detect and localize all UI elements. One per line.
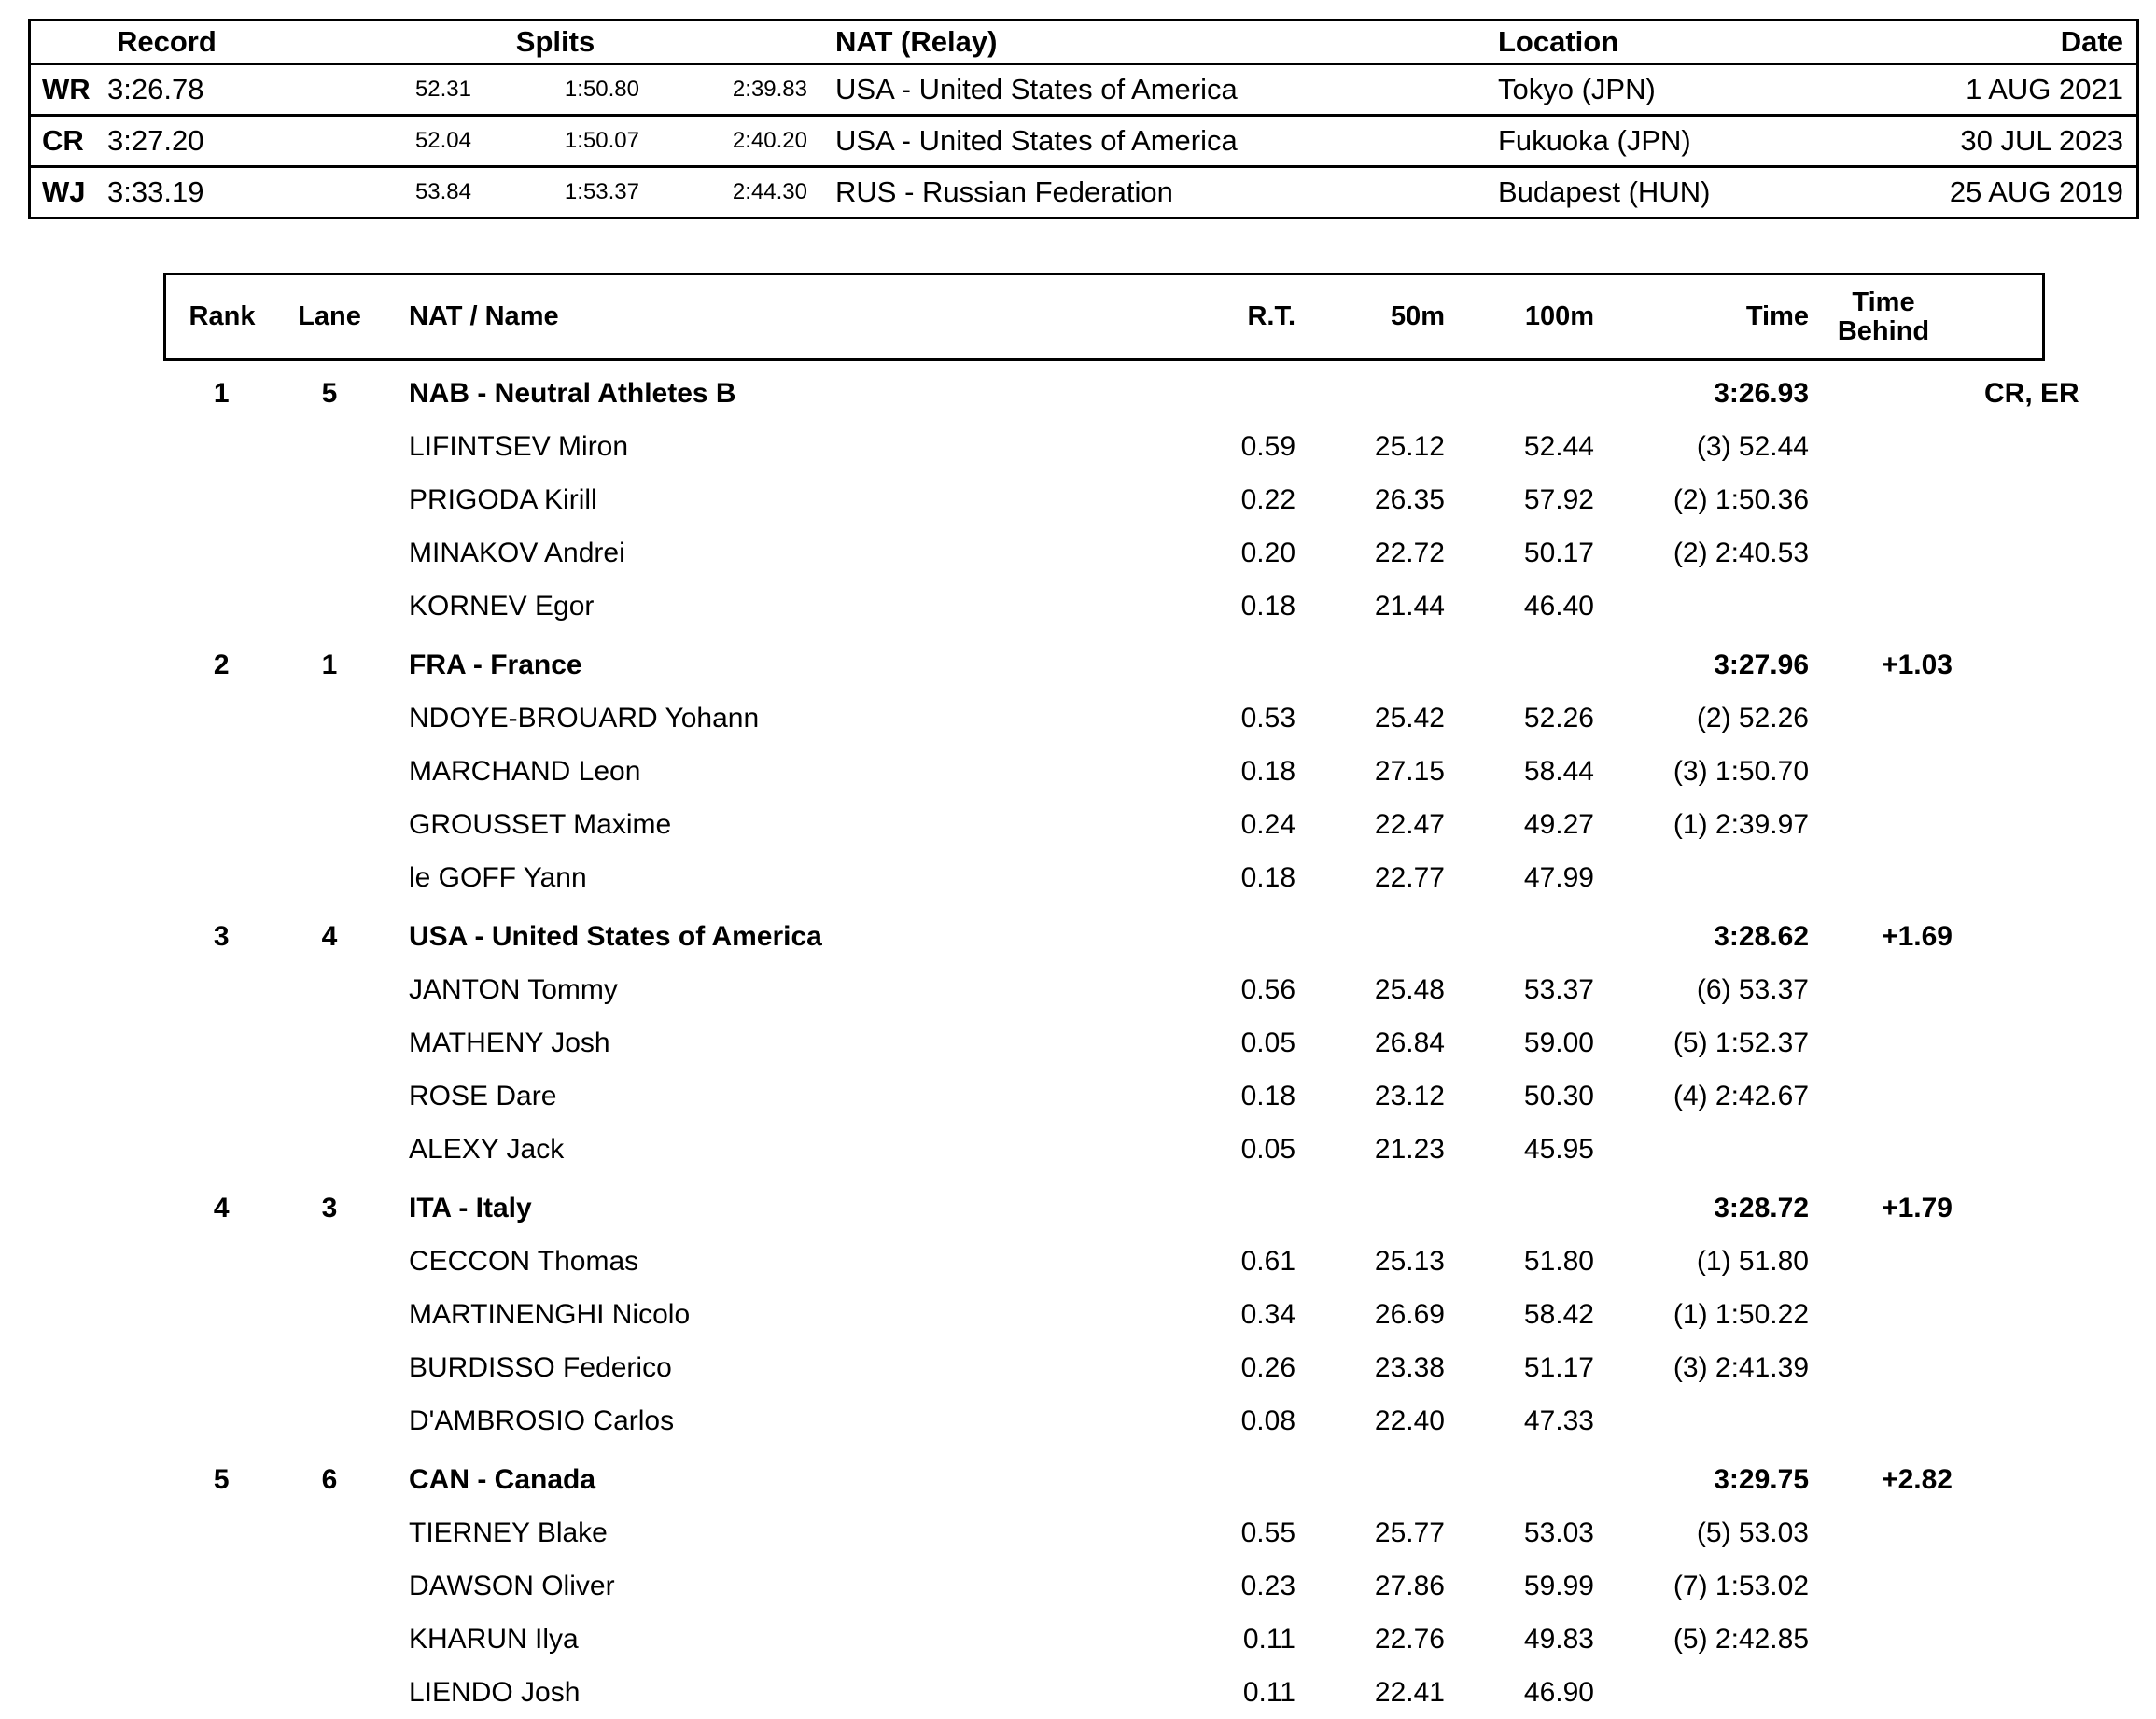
- swimmer-time-behind: [1809, 1288, 1958, 1341]
- team-time: 3:28.72: [1714, 1192, 1809, 1223]
- record-date: 1 AUG 2021: [1909, 64, 2136, 116]
- swimmer-50m: 25.48: [1374, 973, 1445, 1005]
- team-rank: 4: [213, 1192, 230, 1223]
- swimmer-notes: [1958, 1613, 2044, 1666]
- results-header-name: NAT / Name: [381, 274, 1146, 360]
- team-row[interactable]: [165, 633, 2044, 692]
- swimmer-time-behind: [1809, 851, 1958, 904]
- swimmer-row: [165, 420, 2044, 473]
- team-50m: [1295, 633, 1445, 692]
- results-table: [163, 273, 2079, 1719]
- swimmer-row: [165, 473, 2044, 526]
- team-time-behind: +2.82: [1882, 1463, 1953, 1495]
- swimmer-time-behind: [1809, 526, 1958, 580]
- swimmer-cumulative-split: (1) 2:39.97: [1673, 808, 1809, 840]
- swimmer-reaction-time: 0.18: [1240, 861, 1295, 893]
- swimmer-reaction-time: 0.20: [1240, 537, 1295, 568]
- swimmer-reaction-time: 0.11: [1242, 1623, 1295, 1655]
- swimmer-row: [165, 851, 2044, 904]
- swimmer-notes: [1958, 1559, 2044, 1613]
- swimmer-lane: [278, 1288, 381, 1341]
- swimmer-100m: 50.30: [1523, 1080, 1594, 1111]
- swimmer-row: [165, 526, 2044, 580]
- swimmer-reaction-time: 0.61: [1240, 1245, 1295, 1277]
- results-header-lane: Lane: [278, 274, 381, 360]
- swimmer-reaction-time: 0.08: [1240, 1405, 1295, 1436]
- swimmer-notes: [1958, 963, 2044, 1016]
- swimmer-50m: 25.42: [1374, 702, 1445, 734]
- swimmer-notes: [1958, 1288, 2044, 1341]
- swimmer-rank: [165, 798, 279, 851]
- records-header-location: Location: [1498, 25, 1619, 58]
- swimmer-name: LIFINTSEV Miron: [409, 430, 629, 462]
- team-time: 3:29.75: [1714, 1463, 1809, 1495]
- swimmer-rank: [165, 745, 279, 798]
- swimmer-rank: [165, 692, 279, 745]
- swimmer-lane: [278, 1613, 381, 1666]
- record-location: Tokyo (JPN): [1489, 64, 1909, 116]
- record-tag: WJ: [31, 167, 107, 217]
- swimmer-lane: [278, 526, 381, 580]
- team-rt: [1146, 360, 1295, 421]
- swimmer-50m: 22.40: [1374, 1405, 1445, 1436]
- team-lane: 3: [321, 1192, 338, 1223]
- swimmer-100m: 53.03: [1523, 1516, 1594, 1548]
- swimmer-time-behind: [1809, 1016, 1958, 1069]
- record-split-50: 52.31: [303, 64, 471, 116]
- record-split-50: 52.04: [303, 116, 471, 167]
- swimmer-100m: 58.42: [1523, 1298, 1594, 1330]
- team-rank: 1: [213, 377, 230, 409]
- record-time: 3:33.19: [107, 167, 303, 217]
- swimmer-name: KHARUN Ilya: [409, 1623, 579, 1655]
- swimmer-50m: 25.77: [1374, 1516, 1445, 1548]
- swimmer-notes: [1958, 1069, 2044, 1123]
- team-100m: [1445, 904, 1594, 963]
- swimmer-50m: 23.12: [1374, 1080, 1445, 1111]
- team-lane: 5: [321, 377, 338, 409]
- swimmer-cumulative-split: [1594, 580, 1809, 633]
- swimmer-reaction-time: 0.26: [1240, 1351, 1295, 1383]
- swimmer-50m: 26.69: [1374, 1298, 1445, 1330]
- swimmer-cumulative-split: (7) 1:53.02: [1673, 1570, 1809, 1601]
- swimmer-row: [165, 798, 2044, 851]
- swimmer-lane: [278, 1559, 381, 1613]
- swimmer-rank: [165, 526, 279, 580]
- swimmer-lane: [278, 1123, 381, 1176]
- record-location: Budapest (HUN): [1489, 167, 1909, 217]
- team-lane: 4: [321, 920, 338, 952]
- swimmer-rank: [165, 1235, 279, 1288]
- team-time-behind: +1.69: [1882, 920, 1953, 952]
- swimmer-time-behind: [1809, 580, 1958, 633]
- records-table: [28, 19, 2139, 219]
- swimmer-50m: 21.23: [1374, 1133, 1445, 1165]
- swimmer-lane: [278, 580, 381, 633]
- swimmer-cumulative-split: (2) 2:40.53: [1673, 537, 1809, 568]
- swimmer-row: [165, 1288, 2044, 1341]
- swimmer-lane: [278, 745, 381, 798]
- results-header-time-behind-line1: Time: [1852, 287, 1915, 318]
- swimmer-row: [165, 1666, 2044, 1719]
- team-row[interactable]: [165, 1447, 2044, 1506]
- swimmer-rank: [165, 1613, 279, 1666]
- swimmer-rank: [165, 1288, 279, 1341]
- swimmer-lane: [278, 851, 381, 904]
- swimmer-name: ROSE Dare: [409, 1080, 557, 1111]
- swimmer-row: [165, 1394, 2044, 1447]
- swimmer-reaction-time: 0.05: [1240, 1133, 1295, 1165]
- record-time: 3:27.20: [107, 116, 303, 167]
- swimmer-100m: 52.44: [1523, 430, 1594, 462]
- team-row[interactable]: [165, 904, 2044, 963]
- record-split-100: 1:53.37: [471, 167, 639, 217]
- swimmer-time-behind: [1809, 1506, 1958, 1559]
- swimmer-name: LIENDO Josh: [409, 1676, 581, 1708]
- swimmer-cumulative-split: (5) 53.03: [1696, 1516, 1809, 1548]
- team-rank: 2: [213, 649, 230, 680]
- swimmer-50m: 23.38: [1374, 1351, 1445, 1383]
- swimmer-name: CECCON Thomas: [409, 1245, 639, 1277]
- swimmer-notes: [1958, 798, 2044, 851]
- swimmer-notes: [1958, 420, 2044, 473]
- swimmer-notes: [1958, 1506, 2044, 1559]
- record-split-150: 2:39.83: [639, 64, 807, 116]
- swimmer-lane: [278, 473, 381, 526]
- swimmer-time-behind: [1809, 798, 1958, 851]
- swimmer-cumulative-split: (3) 2:41.39: [1673, 1351, 1809, 1383]
- record-tag: WR: [31, 64, 107, 116]
- team-name: NAB - Neutral Athletes B: [409, 377, 736, 409]
- results-header-notes: [1958, 274, 2044, 360]
- swimmer-reaction-time: 0.56: [1240, 973, 1295, 1005]
- team-rank: 5: [213, 1463, 230, 1495]
- swimmer-lane: [278, 1069, 381, 1123]
- swimmer-time-behind: [1809, 1613, 1958, 1666]
- swimmer-50m: 22.41: [1374, 1676, 1445, 1708]
- swimmer-lane: [278, 1016, 381, 1069]
- team-notes: [1958, 1176, 2044, 1235]
- swimmer-row: [165, 745, 2044, 798]
- record-split-150: 2:44.30: [639, 167, 807, 217]
- swimmer-name: D'AMBROSIO Carlos: [409, 1405, 675, 1436]
- swimmer-50m: 22.76: [1374, 1623, 1445, 1655]
- swimmer-cumulative-split: (3) 1:50.70: [1673, 755, 1809, 787]
- swimmer-name: PRIGODA Kirill: [409, 483, 597, 515]
- team-notes: [1958, 904, 2044, 963]
- team-time: 3:26.93: [1714, 377, 1809, 409]
- swimmer-rank: [165, 1394, 279, 1447]
- swimmer-50m: 27.15: [1374, 755, 1445, 787]
- team-50m: [1295, 360, 1445, 421]
- swimmer-100m: 57.92: [1523, 483, 1594, 515]
- record-nation: RUS - Russian Federation: [807, 167, 1489, 217]
- swimmer-rank: [165, 1069, 279, 1123]
- records-header-nat: NAT (Relay): [835, 25, 998, 58]
- swimmer-lane: [278, 692, 381, 745]
- swimmer-time-behind: [1809, 1394, 1958, 1447]
- swimmer-row: [165, 580, 2044, 633]
- swimmer-time-behind: [1809, 963, 1958, 1016]
- swimmer-lane: [278, 1506, 381, 1559]
- swimmer-rank: [165, 473, 279, 526]
- swimmer-time-behind: [1809, 420, 1958, 473]
- team-row[interactable]: [165, 360, 2044, 421]
- team-100m: [1445, 360, 1594, 421]
- swimmer-100m: 51.80: [1523, 1245, 1594, 1277]
- team-rt: [1146, 1447, 1295, 1506]
- swimmer-reaction-time: 0.53: [1240, 702, 1295, 734]
- swimmer-reaction-time: 0.22: [1240, 483, 1295, 515]
- swimmer-50m: 22.77: [1374, 861, 1445, 893]
- swimmer-rank: [165, 1016, 279, 1069]
- results-header-row: [165, 274, 2044, 360]
- swimmer-rank: [165, 1506, 279, 1559]
- team-time: 3:28.62: [1714, 920, 1809, 952]
- swimmer-name: MARTINENGHI Nicolo: [409, 1298, 691, 1330]
- swimmer-cumulative-split: (1) 51.80: [1696, 1245, 1809, 1277]
- swimmer-reaction-time: 0.59: [1240, 430, 1295, 462]
- swimmer-50m: 22.72: [1374, 537, 1445, 568]
- swimmer-cumulative-split: (3) 52.44: [1696, 430, 1809, 462]
- team-50m: [1295, 1447, 1445, 1506]
- swimmer-cumulative-split: (5) 2:42.85: [1673, 1623, 1809, 1655]
- swimmer-row: [165, 1506, 2044, 1559]
- swimmer-100m: 59.00: [1523, 1027, 1594, 1058]
- swimmer-name: MARCHAND Leon: [409, 755, 641, 787]
- swimmer-name: DAWSON Oliver: [409, 1570, 615, 1601]
- swimmer-reaction-time: 0.18: [1240, 1080, 1295, 1111]
- swimmer-rank: [165, 1666, 279, 1719]
- swimmer-name: GROUSSET Maxime: [409, 808, 672, 840]
- swimmer-row: [165, 1613, 2044, 1666]
- swimmer-notes: [1958, 1235, 2044, 1288]
- results-header-time-behind-line2: Behind: [1837, 315, 1930, 346]
- results-header-rank: Rank: [165, 274, 279, 360]
- record-split-100: 1:50.80: [471, 64, 639, 116]
- swimmer-50m: 25.12: [1374, 430, 1445, 462]
- record-split-100: 1:50.07: [471, 116, 639, 167]
- swimmer-cumulative-split: (2) 1:50.36: [1673, 483, 1809, 515]
- team-50m: [1295, 1176, 1445, 1235]
- team-notes: [1958, 1447, 2044, 1506]
- swimmer-100m: 50.17: [1523, 537, 1594, 568]
- records-header-row: [31, 21, 2136, 64]
- swimmer-lane: [278, 1235, 381, 1288]
- swimmer-cumulative-split: [1594, 1123, 1809, 1176]
- swimmer-cumulative-split: [1594, 1394, 1809, 1447]
- swimmer-reaction-time: 0.23: [1240, 1570, 1295, 1601]
- swimmer-name: NDOYE-BROUARD Yohann: [409, 702, 760, 734]
- swimmer-row: [165, 963, 2044, 1016]
- swimmer-notes: [1958, 692, 2044, 745]
- swimmer-100m: 46.90: [1523, 1676, 1594, 1708]
- swimmer-100m: 45.95: [1523, 1133, 1594, 1165]
- swimmer-100m: 58.44: [1523, 755, 1594, 787]
- swimmer-cumulative-split: (5) 1:52.37: [1673, 1027, 1809, 1058]
- team-name: CAN - Canada: [409, 1463, 596, 1495]
- team-name: FRA - France: [409, 649, 582, 680]
- swimmer-name: MATHENY Josh: [409, 1027, 610, 1058]
- swimmer-rank: [165, 1123, 279, 1176]
- records-header-tag: [31, 21, 107, 64]
- swimmer-100m: 51.17: [1523, 1351, 1594, 1383]
- team-notes: CR, ER: [1984, 377, 2079, 409]
- team-rt: [1146, 633, 1295, 692]
- swimmer-lane: [278, 1394, 381, 1447]
- swimmer-time-behind: [1809, 1123, 1958, 1176]
- results-header-50m: 50m: [1295, 274, 1445, 360]
- swimmer-rank: [165, 1559, 279, 1613]
- swimmer-cumulative-split: (6) 53.37: [1696, 973, 1809, 1005]
- records-row: [31, 116, 2136, 167]
- swimmer-50m: 26.35: [1374, 483, 1445, 515]
- swimmer-lane: [278, 420, 381, 473]
- swimmer-row: [165, 1016, 2044, 1069]
- swimmer-row: [165, 1559, 2044, 1613]
- swimmer-notes: [1958, 1123, 2044, 1176]
- swimmer-100m: 46.40: [1523, 590, 1594, 622]
- swimmer-row: [165, 692, 2044, 745]
- swimmer-100m: 59.99: [1523, 1570, 1594, 1601]
- swimmer-row: [165, 1069, 2044, 1123]
- team-50m: [1295, 904, 1445, 963]
- swimmer-100m: 52.26: [1523, 702, 1594, 734]
- swimmer-notes: [1958, 1666, 2044, 1719]
- team-time: 3:27.96: [1714, 649, 1809, 680]
- swimmer-name: KORNEV Egor: [409, 590, 595, 622]
- record-nation: USA - United States of America: [807, 64, 1489, 116]
- team-row[interactable]: [165, 1176, 2044, 1235]
- record-nation: USA - United States of America: [807, 116, 1489, 167]
- swimmer-lane: [278, 1666, 381, 1719]
- swimmer-notes: [1958, 526, 2044, 580]
- team-rank: 3: [213, 920, 230, 952]
- records-header-record: Record: [117, 25, 217, 58]
- team-name: ITA - Italy: [409, 1192, 532, 1223]
- team-100m: [1445, 633, 1594, 692]
- swimmer-50m: 21.44: [1374, 590, 1445, 622]
- swimmer-cumulative-split: (1) 1:50.22: [1673, 1298, 1809, 1330]
- team-lane: 6: [321, 1463, 338, 1495]
- team-100m: [1445, 1176, 1594, 1235]
- record-tag: CR: [31, 116, 107, 167]
- records-row: [31, 167, 2136, 217]
- team-rt: [1146, 1176, 1295, 1235]
- records-header-splits: Splits: [515, 25, 595, 58]
- swimmer-100m: 49.83: [1523, 1623, 1594, 1655]
- team-notes: [1958, 633, 2044, 692]
- swimmer-time-behind: [1809, 1666, 1958, 1719]
- swimmer-cumulative-split: (2) 52.26: [1696, 702, 1809, 734]
- swimmer-notes: [1958, 580, 2044, 633]
- swimmer-reaction-time: 0.18: [1240, 590, 1295, 622]
- swimmer-notes: [1958, 473, 2044, 526]
- record-split-150: 2:40.20: [639, 116, 807, 167]
- swimmer-notes: [1958, 1394, 2044, 1447]
- swimmer-lane: [278, 963, 381, 1016]
- team-rt: [1146, 904, 1295, 963]
- swimmer-100m: 47.99: [1523, 861, 1594, 893]
- record-date: 25 AUG 2019: [1909, 167, 2136, 217]
- results-header-reaction-time: R.T.: [1146, 274, 1295, 360]
- swimmer-cumulative-split: (4) 2:42.67: [1673, 1080, 1809, 1111]
- swimmer-50m: 26.84: [1374, 1027, 1445, 1058]
- swimmer-time-behind: [1809, 745, 1958, 798]
- records-header-date: Date: [2060, 25, 2123, 58]
- swimmer-name: BURDISSO Federico: [409, 1351, 672, 1383]
- swimmer-row: [165, 1123, 2044, 1176]
- swimmer-time-behind: [1809, 1069, 1958, 1123]
- swimmer-time-behind: [1809, 473, 1958, 526]
- swimmer-row: [165, 1235, 2044, 1288]
- swimmer-50m: 27.86: [1374, 1570, 1445, 1601]
- swimmer-time-behind: [1809, 1559, 1958, 1613]
- record-time: 3:26.78: [107, 64, 303, 116]
- swimmer-reaction-time: 0.24: [1240, 808, 1295, 840]
- swimmer-50m: 25.13: [1374, 1245, 1445, 1277]
- swimmer-reaction-time: 0.11: [1242, 1676, 1295, 1708]
- team-100m: [1445, 1447, 1594, 1506]
- swimmer-100m: 47.33: [1523, 1405, 1594, 1436]
- team-time-behind: +1.03: [1882, 649, 1953, 680]
- swimmer-name: le GOFF Yann: [409, 861, 587, 893]
- team-lane: 1: [321, 649, 338, 680]
- swimmer-name: JANTON Tommy: [409, 973, 618, 1005]
- swimmer-rank: [165, 420, 279, 473]
- record-location: Fukuoka (JPN): [1489, 116, 1909, 167]
- swimmer-reaction-time: 0.55: [1240, 1516, 1295, 1548]
- swimmer-100m: 49.27: [1523, 808, 1594, 840]
- swimmer-notes: [1958, 851, 2044, 904]
- swimmer-time-behind: [1809, 692, 1958, 745]
- swimmer-reaction-time: 0.05: [1240, 1027, 1295, 1058]
- record-split-50: 53.84: [303, 167, 471, 217]
- swimmer-name: MINAKOV Andrei: [409, 537, 625, 568]
- swimmer-cumulative-split: [1594, 851, 1809, 904]
- team-name: USA - United States of America: [409, 920, 822, 952]
- results-header-100m: 100m: [1445, 274, 1594, 360]
- swimmer-name: TIERNEY Blake: [409, 1516, 608, 1548]
- swimmer-notes: [1958, 745, 2044, 798]
- record-date: 30 JUL 2023: [1909, 116, 2136, 167]
- swimmer-100m: 53.37: [1523, 973, 1594, 1005]
- swimmer-lane: [278, 798, 381, 851]
- swimmer-reaction-time: 0.34: [1240, 1298, 1295, 1330]
- swimmer-reaction-time: 0.18: [1240, 755, 1295, 787]
- swimmer-rank: [165, 851, 279, 904]
- team-time-behind: +1.79: [1882, 1192, 1953, 1223]
- results-header-time: Time: [1594, 274, 1809, 360]
- swimmer-rank: [165, 963, 279, 1016]
- records-row: [31, 64, 2136, 116]
- swimmer-cumulative-split: [1594, 1666, 1809, 1719]
- swimmer-name: ALEXY Jack: [409, 1133, 565, 1165]
- swimmer-rank: [165, 580, 279, 633]
- swimmer-notes: [1958, 1016, 2044, 1069]
- swimmer-time-behind: [1809, 1235, 1958, 1288]
- team-time-behind: [1809, 360, 1958, 421]
- results-header-time-behind: [1809, 274, 1958, 360]
- swimmer-50m: 22.47: [1374, 808, 1445, 840]
